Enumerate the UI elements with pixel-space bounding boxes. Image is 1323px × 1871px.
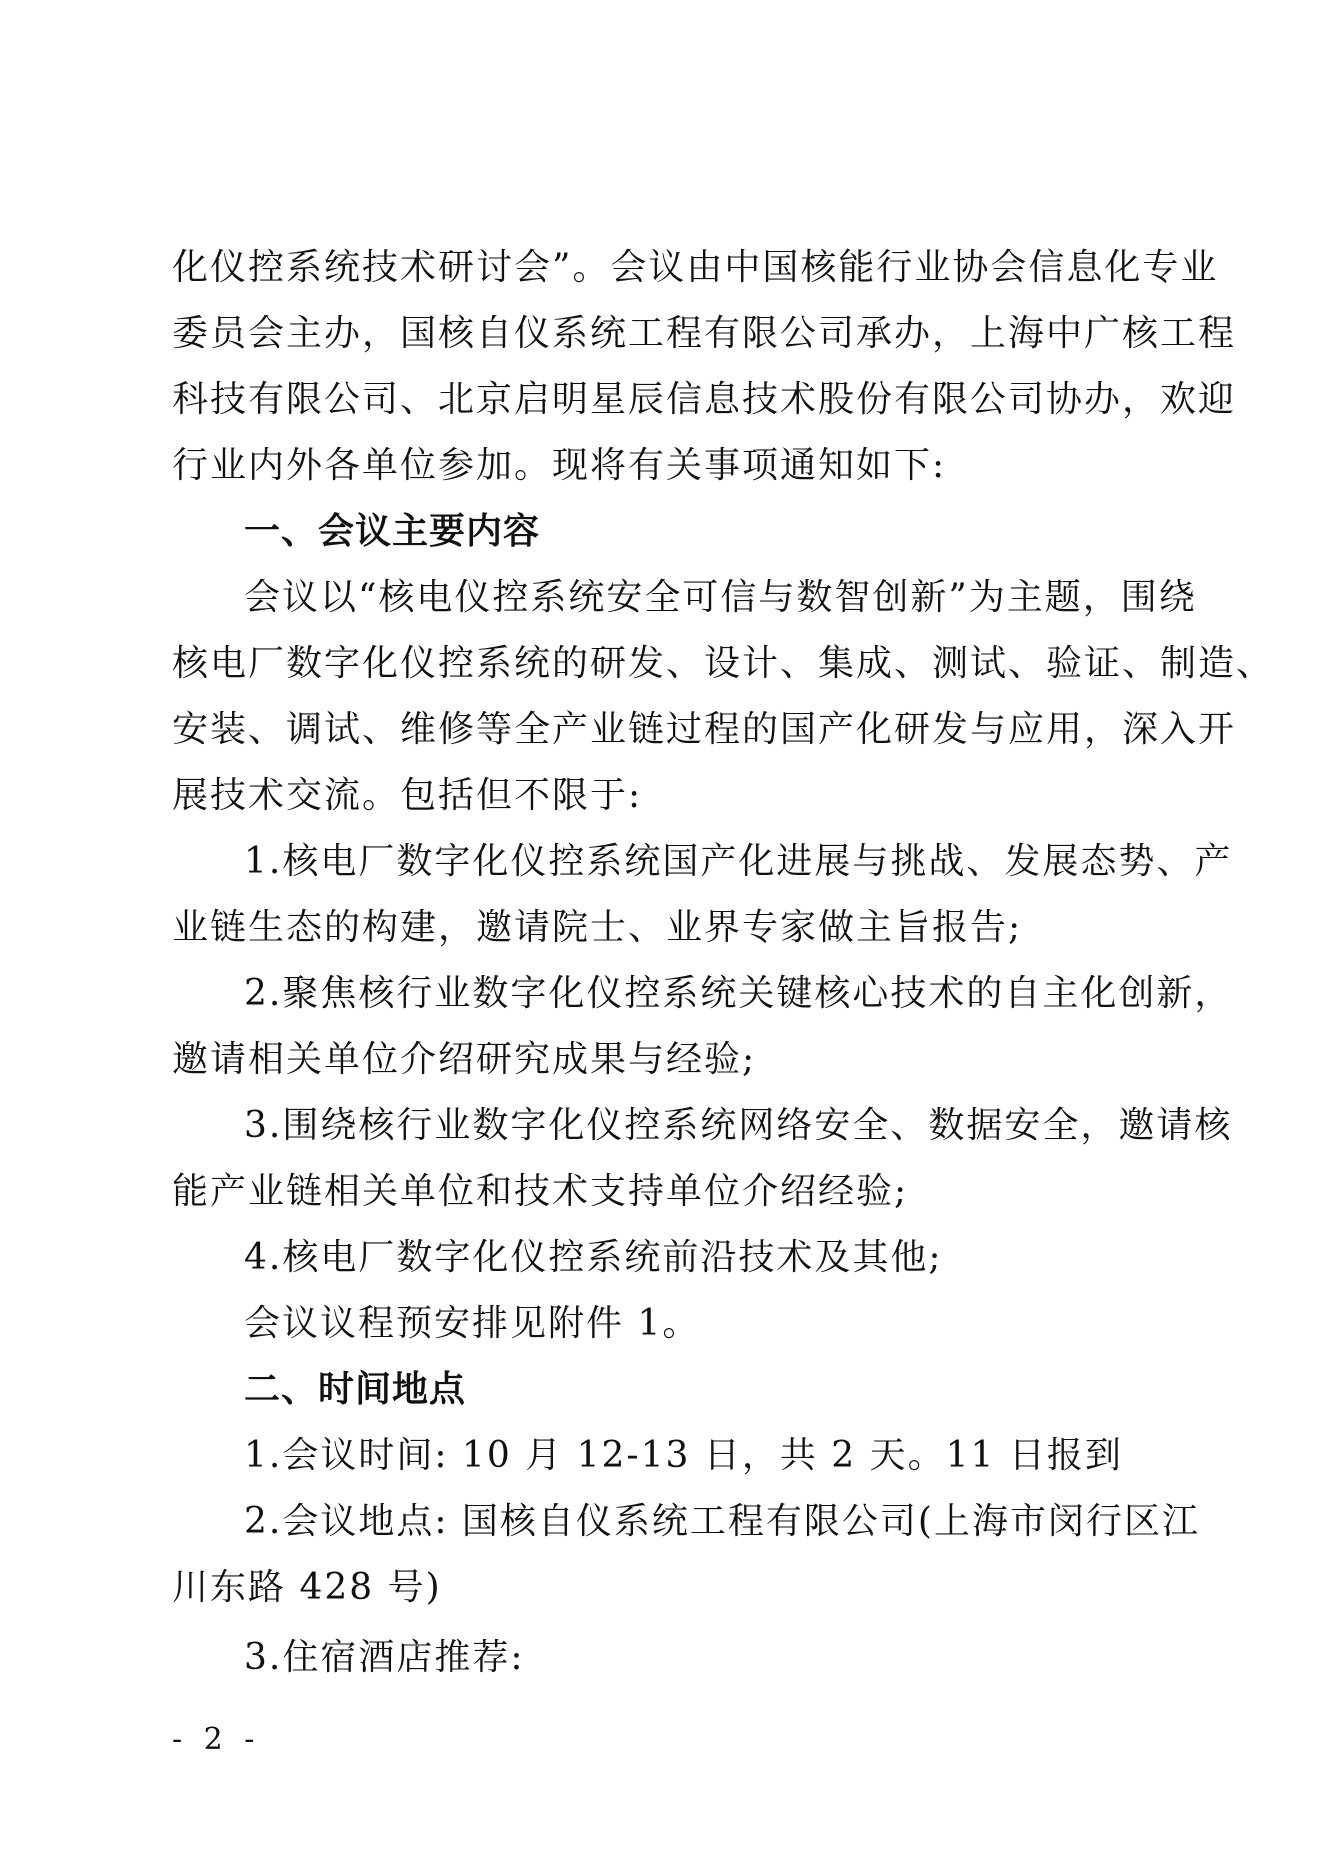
body-line: 委员会主办，国核自仪系统工程有限公司承办，上海中广核工程	[172, 313, 1237, 354]
list-item: 1.会议时间: 10 月 12-13 日，共 2 天。11 日报到	[244, 1435, 1123, 1476]
body-line: 展技术交流。包括但不限于:	[172, 775, 643, 816]
body-line: 安装、调试、维修等全产业链过程的国产化研发与应用，深入开	[172, 709, 1237, 750]
list-item: 2.聚焦核行业数字化仪控系统关键核心技术的自主化创新，	[244, 973, 1233, 1014]
list-item: 1.核电厂数字化仪控系统国产化进展与挑战、发展态势、产	[244, 841, 1233, 882]
section-heading: 二、时间地点	[244, 1369, 467, 1410]
body-line: 核电厂数字化仪控系统的研发、设计、集成、测试、验证、制造、	[172, 643, 1275, 684]
list-item: 3.围绕核行业数字化仪控系统网络安全、数据安全，邀请核	[244, 1105, 1233, 1146]
section-heading: 一、会议主要内容	[244, 511, 541, 552]
body-line: 会议以“核电仪控系统安全可信与数智创新”为主题，围绕	[244, 577, 1197, 618]
list-item-continuation: 业链生态的构建，邀请院士、业界专家做主旨报告;	[172, 907, 1023, 948]
list-item: 2.会议地点: 国核自仪系统工程有限公司(上海市闵行区江	[244, 1501, 1200, 1542]
body-line: 化仪控系统技术研讨会”。会议由中国核能行业协会信息化专业	[172, 247, 1219, 288]
body-line: 科技有限公司、北京启明星辰信息技术股份有限公司协办，欢迎	[172, 379, 1237, 420]
body-line: 行业内外各单位参加。现将有关事项通知如下:	[172, 445, 947, 486]
list-item: 4.核电厂数字化仪控系统前沿技术及其他;	[244, 1237, 943, 1278]
list-item: 3.住宿酒店推荐:	[244, 1637, 525, 1678]
page-number: - 2 -	[172, 1722, 261, 1757]
list-item-continuation: 川东路 428 号)	[172, 1567, 442, 1608]
list-item-continuation: 能产业链相关单位和技术支持单位介绍经验;	[172, 1171, 909, 1212]
list-item-continuation: 邀请相关单位介绍研究成果与经验;	[172, 1039, 757, 1080]
body-line: 会议议程预安排见附件 1。	[244, 1303, 701, 1344]
